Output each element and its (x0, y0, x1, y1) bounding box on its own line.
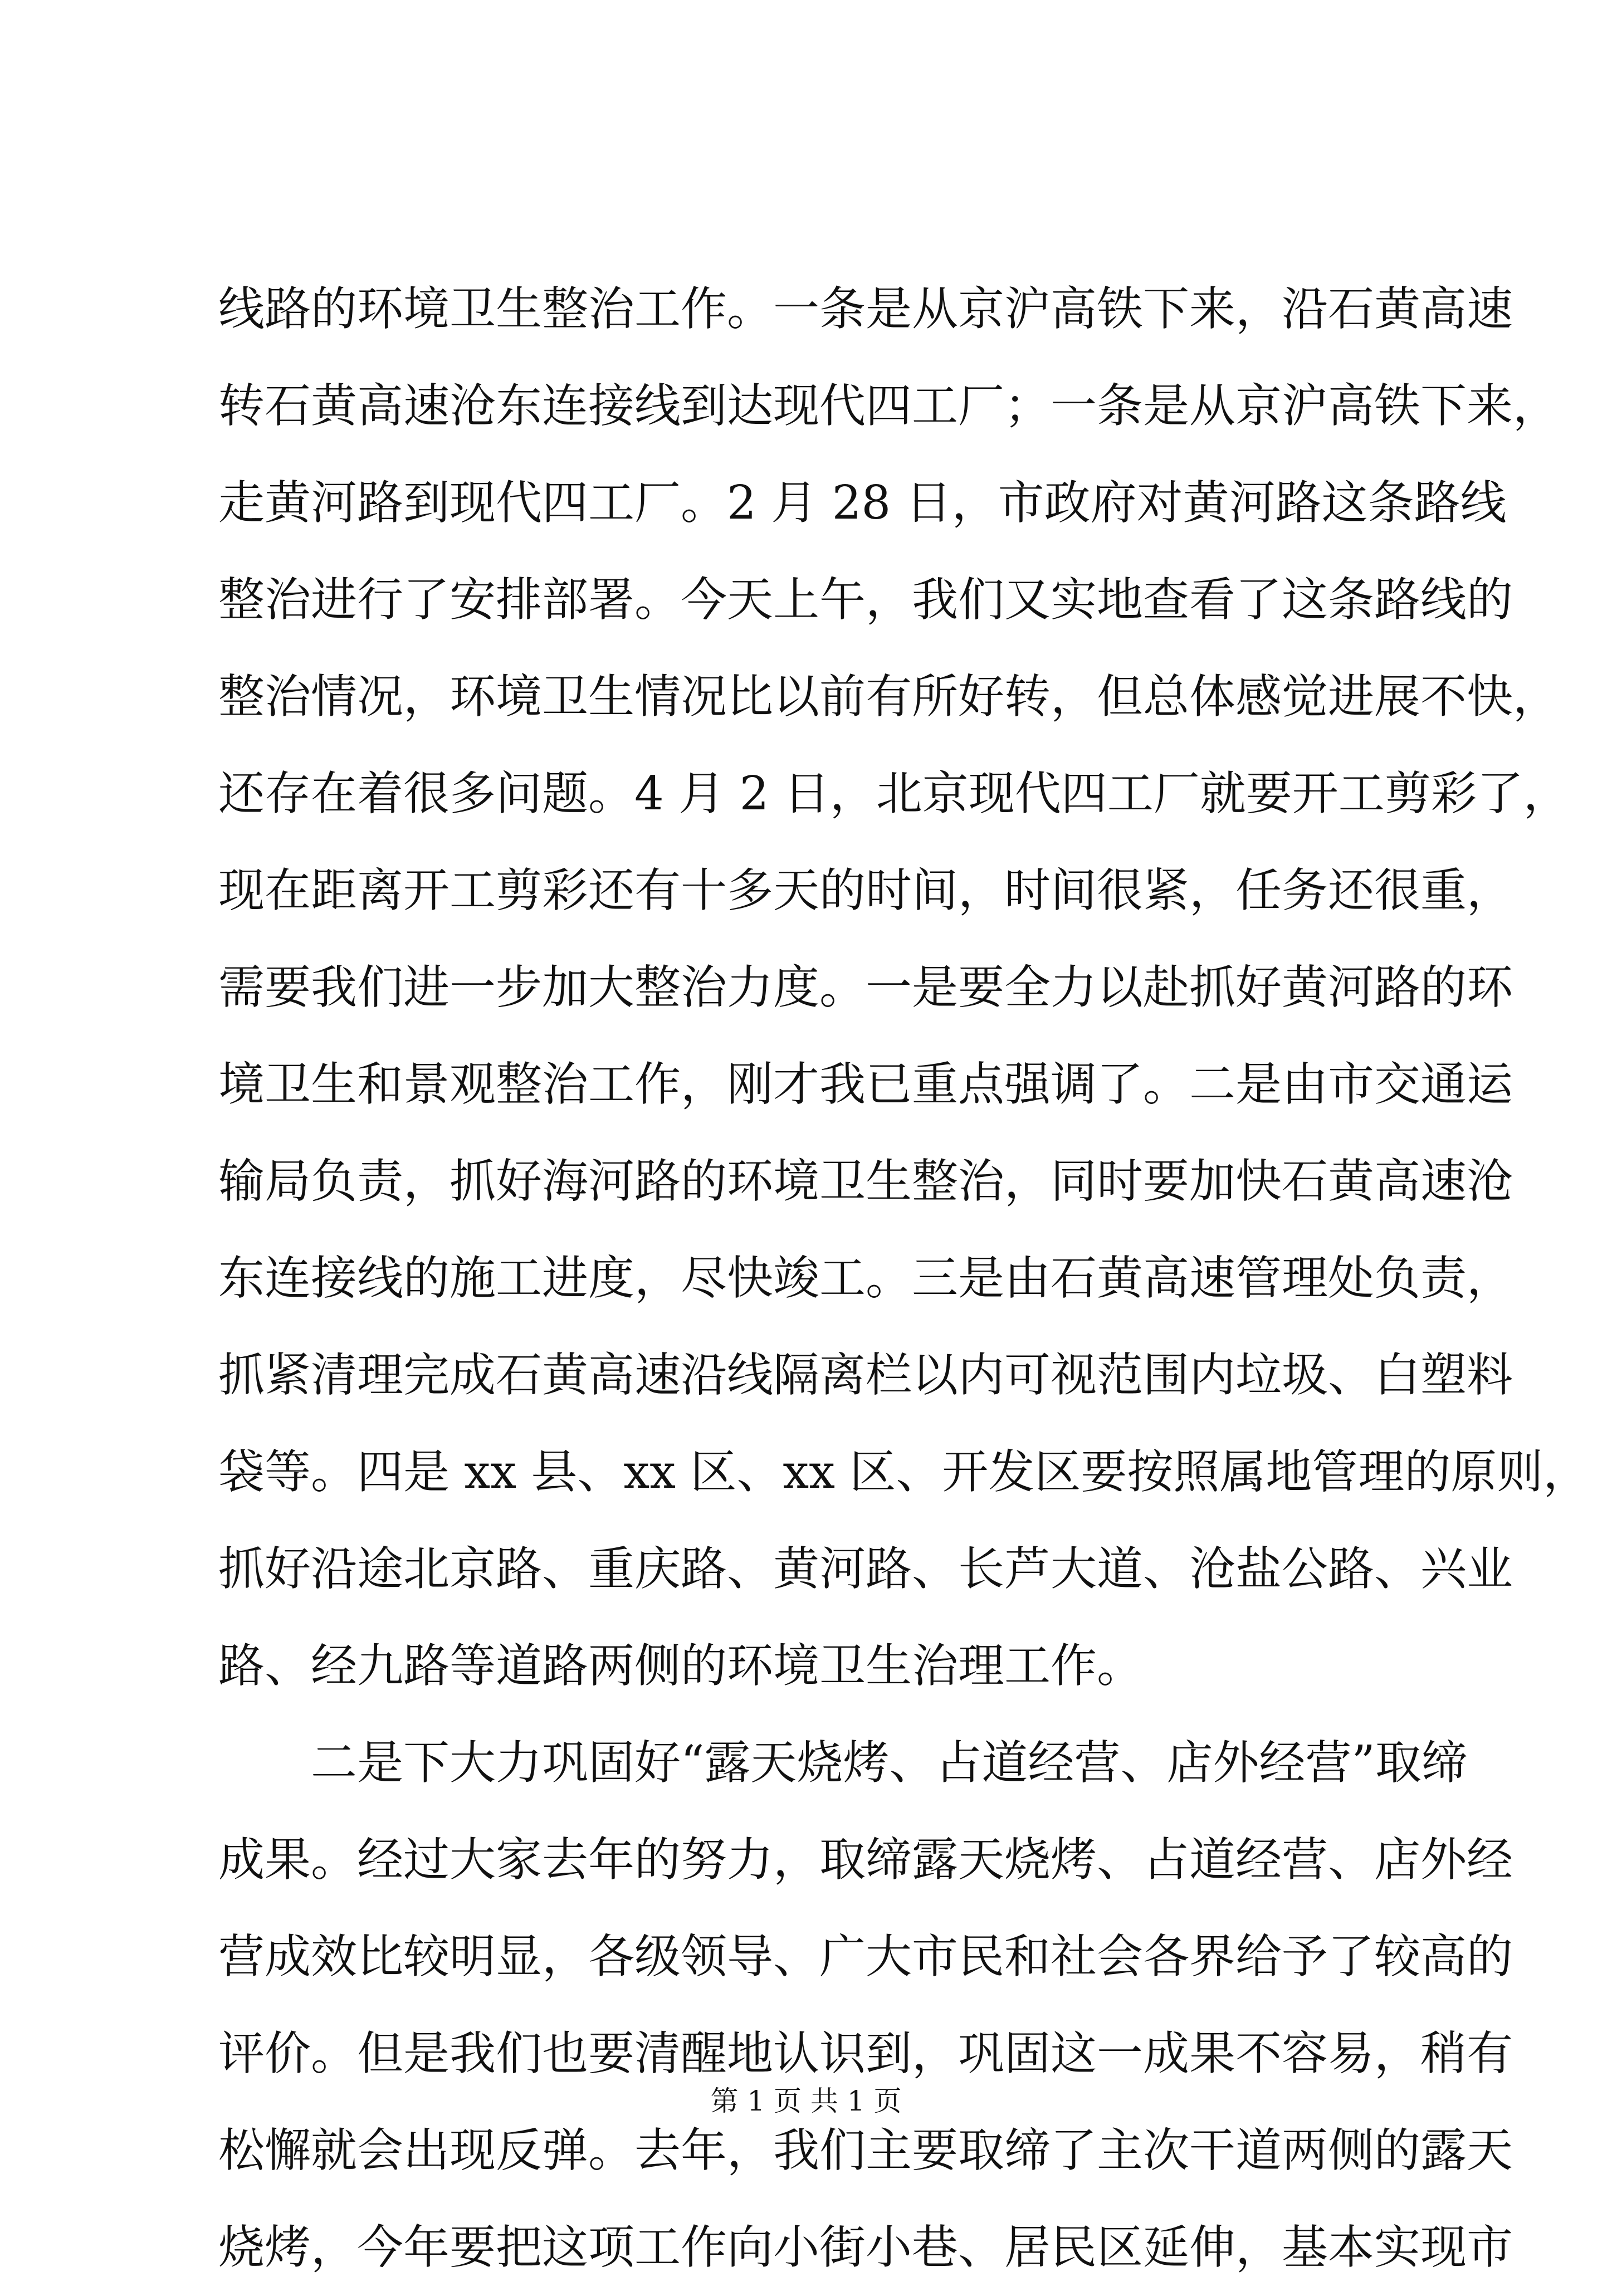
text-line: 整治情况，环境卫生情况比以前有所好转，但总体感觉进展不快， (218, 670, 1559, 724)
text-line: 走黄河路到现代四工厂。2 月 28 日，市政府对黄河路这条路线 (218, 476, 1507, 530)
text-line: 整治进行了安排部署。今天上午，我们又实地查看了这条路线的 (218, 573, 1513, 627)
text-line: 评价。但是我们也要清醒地认识到，巩固这一成果不容易，稍有 (218, 2026, 1513, 2080)
page-number-footer: 第 1 页 共 1 页 (710, 2085, 902, 2117)
text-line: 烧烤，今年要把这项工作向小街小巷、居民区延伸，基本实现市 (218, 2220, 1513, 2274)
paragraph-first-line: 二是下大力巩固好“露天烧烤、占道经营、店外经营”取缔 (311, 1736, 1468, 1790)
text-line: 还存在着很多问题。4 月 2 日，北京现代四工厂就要开工剪彩了， (218, 766, 1570, 820)
text-line: 输局负责，抓好海河路的环境卫生整治，同时要加快石黄高速沧 (218, 1154, 1513, 1208)
text-line: 现在距离开工剪彩还有十多天的时间，时间很紧，任务还很重， (218, 863, 1513, 917)
document-body (218, 261, 1590, 2296)
text-line: 松懈就会出现反弹。去年，我们主要取缔了主次干道两侧的露天 (218, 2123, 1513, 2177)
text-line: 东连接线的施工进度，尽快竣工。三是由石黄高速管理处负责， (218, 1251, 1513, 1305)
text-line: 营成效比较明显，各级领导、广大市民和社会各界给予了较高的 (218, 1929, 1513, 1984)
text-line: 需要我们进一步加大整治力度。一是要全力以赴抓好黄河路的环 (218, 960, 1513, 1014)
text-line: 成果。经过大家去年的努力，取缔露天烧烤、占道经营、店外经 (218, 1833, 1513, 1887)
text-line: 抓紧清理完成石黄高速沿线隔离栏以内可视范围内垃圾、白塑料 (218, 1348, 1513, 1402)
text-line: 袋等。四是 xx 县、xx 区、xx 区、开发区要按照属地管理的原则， (218, 1445, 1590, 1499)
text-line: 路、经九路等道路两侧的环境卫生治理工作。 (218, 1639, 1143, 1693)
text-line: 境卫生和景观整治工作，刚才我已重点强调了。二是由市交通运 (218, 1057, 1513, 1111)
text-line: 转石黄高速沧东连接线到达现代四工厂；一条是从京沪高铁下来， (218, 379, 1559, 433)
text-line: 线路的环境卫生整治工作。一条是从京沪高铁下来，沿石黄高速 (218, 282, 1513, 336)
text-line: 抓好沿途北京路、重庆路、黄河路、长芦大道、沧盐公路、兴业 (218, 1542, 1513, 1596)
